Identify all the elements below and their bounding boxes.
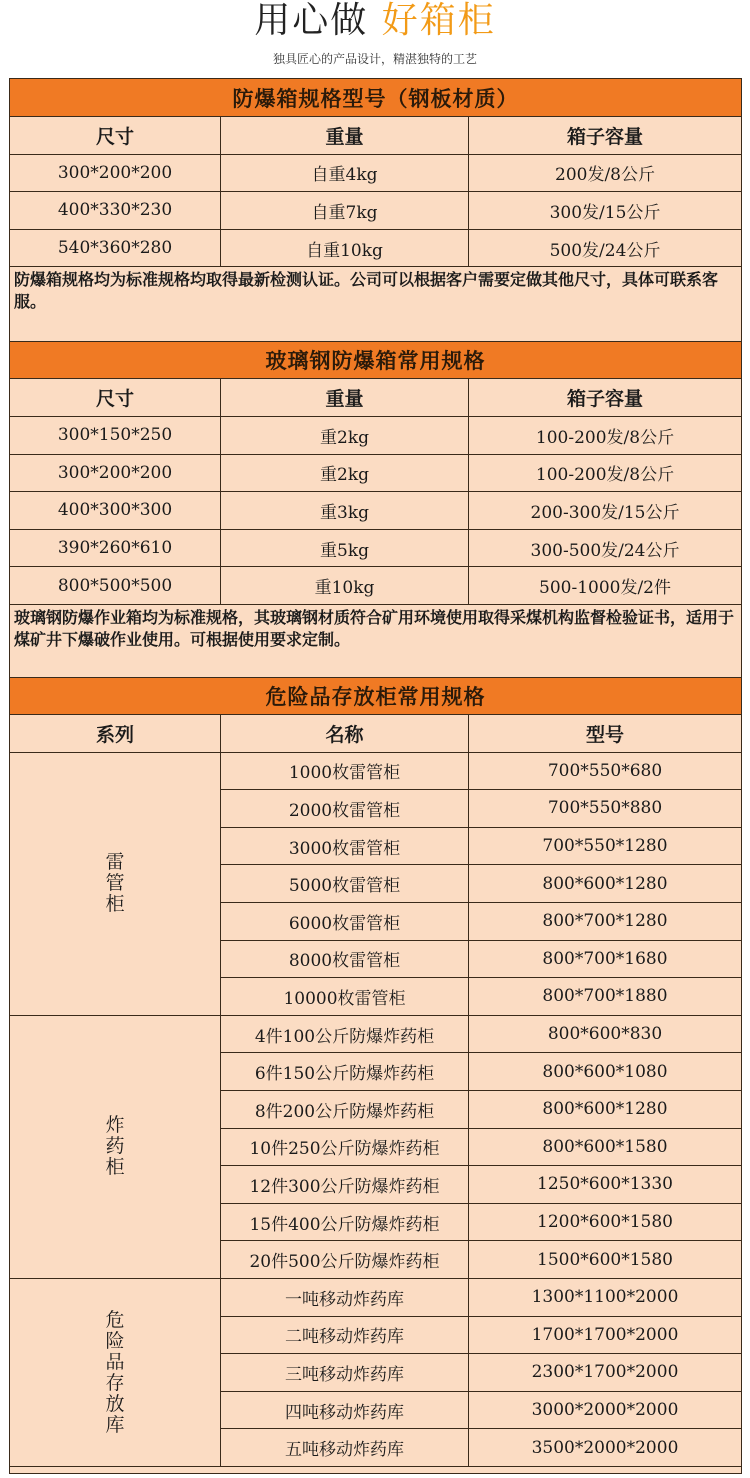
- title-part-2: 好箱柜: [381, 0, 496, 41]
- table-row: [221, 828, 741, 866]
- section2-note: 玻璃钢防爆作业箱均为标准规格，其玻璃钢材质符合矿用环境使用取得采煤机构监督检验证书，适用于煤矿井下爆破作业使用。可根据使用要求定制。: [10, 605, 741, 678]
- section1-column-header: 重量: [221, 117, 469, 154]
- section2-heading-row: [10, 342, 741, 379]
- section3-column-header-row: [10, 715, 741, 753]
- table-cell: 700*550*880: [547, 798, 663, 819]
- table-cell: 3500*2000*2000: [531, 1437, 679, 1458]
- section1-note: 防爆箱规格均为标准规格均取得最新检测认证。公司可以根据客户需要定做其他尺寸，具体可联系客服。: [10, 267, 741, 342]
- table-cell: 800*600*1580: [542, 1136, 668, 1157]
- table-cell: 1300*1100*2000: [531, 1287, 679, 1308]
- table-cell: 500-1000发/2件: [539, 578, 671, 599]
- table-cell: 2000枚雷管柜: [221, 790, 469, 827]
- table-cell: 300*200*200: [10, 455, 221, 492]
- table-cell: 1700*1700*2000: [531, 1324, 679, 1345]
- table-cell: 4件100公斤防爆炸药柜: [221, 1016, 469, 1053]
- table-row: [221, 865, 741, 903]
- table-cell: 800*500*500: [10, 567, 221, 604]
- table-cell: 12件300公斤防爆炸药柜: [221, 1166, 469, 1203]
- page-subtitle: 独具匠心的产品设计，精湛独特的工艺: [272, 52, 477, 66]
- table-cell: 重3kg: [221, 492, 469, 529]
- table-cell: 800*600*1280: [542, 1099, 668, 1120]
- table-cell: 3000*2000*2000: [531, 1400, 679, 1421]
- table-cell: 400*300*300: [10, 492, 221, 529]
- table-cell: 800*600*1280: [542, 873, 668, 894]
- table-cell: 重2kg: [221, 455, 469, 492]
- table-row: [221, 1129, 741, 1167]
- table-row: [221, 1354, 741, 1392]
- table-row: [221, 1204, 741, 1242]
- section3-column-header: 名称: [221, 715, 469, 752]
- table-cell: 800*700*1680: [542, 948, 668, 969]
- table-cell: 800*700*1880: [542, 986, 668, 1007]
- section2-column-header: 箱子容量: [566, 388, 643, 411]
- table-cell: 五吨移动炸药库: [221, 1429, 469, 1466]
- section1-column-header: 尺寸: [10, 117, 221, 154]
- section2-column-header: 尺寸: [10, 379, 221, 416]
- spec-table: [9, 78, 742, 1474]
- section1-column-header: 箱子容量: [566, 125, 643, 148]
- section1-heading: 防爆箱规格型号（钢板材质）: [10, 79, 741, 116]
- table-row: [221, 1053, 741, 1091]
- table-cell: 10件250公斤防爆炸药柜: [221, 1129, 469, 1166]
- series-cell: [10, 1279, 221, 1467]
- table-row: [10, 492, 741, 530]
- table-cell: 自重7kg: [221, 192, 469, 229]
- table-cell: 5000枚雷管柜: [221, 865, 469, 902]
- table-cell: 四吨移动炸药库: [221, 1392, 469, 1429]
- table-cell: 1250*600*1330: [537, 1174, 673, 1195]
- table-cell: 700*550*680: [547, 760, 663, 781]
- table-cell: 2300*1700*2000: [531, 1362, 679, 1383]
- series-label: 雷管柜: [105, 851, 125, 916]
- table-cell: 二吨移动炸药库: [221, 1317, 469, 1354]
- table-cell: 700*550*1280: [542, 836, 668, 857]
- table-cell: 重5kg: [221, 530, 469, 567]
- table-row: [221, 1317, 741, 1355]
- table-row: [10, 417, 741, 455]
- table-row: [221, 941, 741, 979]
- series-label: 危险品存放库: [105, 1308, 125, 1436]
- table-row: [221, 790, 741, 828]
- section1-heading-row: [10, 79, 741, 117]
- table-cell: 8件200公斤防爆炸药柜: [221, 1091, 469, 1128]
- table-cell: 6000枚雷管柜: [221, 903, 469, 940]
- table-cell: 6件150公斤防爆炸药柜: [221, 1053, 469, 1090]
- table-cell: 100-200发/8公斤: [535, 465, 675, 486]
- table-cell: 重2kg: [221, 417, 469, 454]
- table-row: [221, 903, 741, 941]
- table-row: [10, 455, 741, 493]
- table-row: [221, 1016, 741, 1054]
- table-cell: 1500*600*1580: [537, 1249, 673, 1270]
- table-cell: 10000枚雷管柜: [221, 978, 469, 1015]
- section3-heading: 危险品存放柜常用规格: [10, 678, 741, 714]
- table-cell: 300发/15公斤: [549, 202, 661, 223]
- section2-column-header-row: [10, 379, 741, 417]
- page-title: [0, 0, 750, 43]
- table-row: [10, 192, 741, 230]
- section3-column-header: 系列: [10, 715, 221, 752]
- section2-heading: 玻璃钢防爆箱常用规格: [10, 342, 741, 378]
- section2-column-header: 重量: [221, 379, 469, 416]
- page-header: [0, 0, 750, 78]
- table-cell: 1000枚雷管柜: [221, 753, 469, 790]
- table-row: [221, 1241, 741, 1279]
- table-row: [221, 1279, 741, 1317]
- table-cell: 800*700*1280: [542, 911, 668, 932]
- table-cell: 自重10kg: [221, 230, 469, 267]
- table-cell: 390*260*610: [10, 530, 221, 567]
- series-label: 炸药柜: [105, 1114, 125, 1179]
- section3-column-header: 型号: [585, 723, 624, 746]
- table-row: [221, 978, 741, 1016]
- table-cell: 自重4kg: [221, 155, 469, 192]
- table-row: [221, 753, 741, 791]
- series-cell: [10, 753, 221, 1016]
- section3-heading-row: [10, 678, 741, 715]
- table-cell: 300*200*200: [10, 155, 221, 192]
- table-cell: 15件400公斤防爆炸药柜: [221, 1204, 469, 1241]
- table-cell: 500发/24公斤: [549, 240, 661, 261]
- series-cell: [10, 1016, 221, 1279]
- section1-column-header-row: [10, 117, 741, 155]
- table-cell: 200发/8公斤: [555, 165, 655, 186]
- table-row: [10, 155, 741, 193]
- table-row: [221, 1091, 741, 1129]
- table-cell: 300*150*250: [10, 417, 221, 454]
- table-row: [221, 1392, 741, 1430]
- table-cell: 20件500公斤防爆炸药柜: [221, 1241, 469, 1278]
- table-cell: 三吨移动炸药库: [221, 1354, 469, 1391]
- table-cell: 重10kg: [221, 567, 469, 604]
- table-row: [221, 1166, 741, 1204]
- table-cell: 200-300发/15公斤: [530, 502, 680, 523]
- table-cell: 300-500发/24公斤: [530, 540, 680, 561]
- table-cell: 3000枚雷管柜: [221, 828, 469, 865]
- table-cell: 8000枚雷管柜: [221, 941, 469, 978]
- table-cell: 一吨移动炸药库: [221, 1279, 469, 1316]
- table-row: [221, 1429, 741, 1467]
- table-cell: 400*330*230: [10, 192, 221, 229]
- table-cell: 1200*600*1580: [537, 1212, 673, 1233]
- table-row: [10, 230, 741, 268]
- table-cell: 540*360*280: [10, 230, 221, 267]
- table-row: [10, 567, 741, 605]
- title-part-1: 用心做: [254, 0, 369, 41]
- table-cell: 800*600*830: [547, 1024, 663, 1045]
- table-row: [10, 530, 741, 568]
- table-cell: 800*600*1080: [542, 1061, 668, 1082]
- table-cell: 100-200发/8公斤: [535, 427, 675, 448]
